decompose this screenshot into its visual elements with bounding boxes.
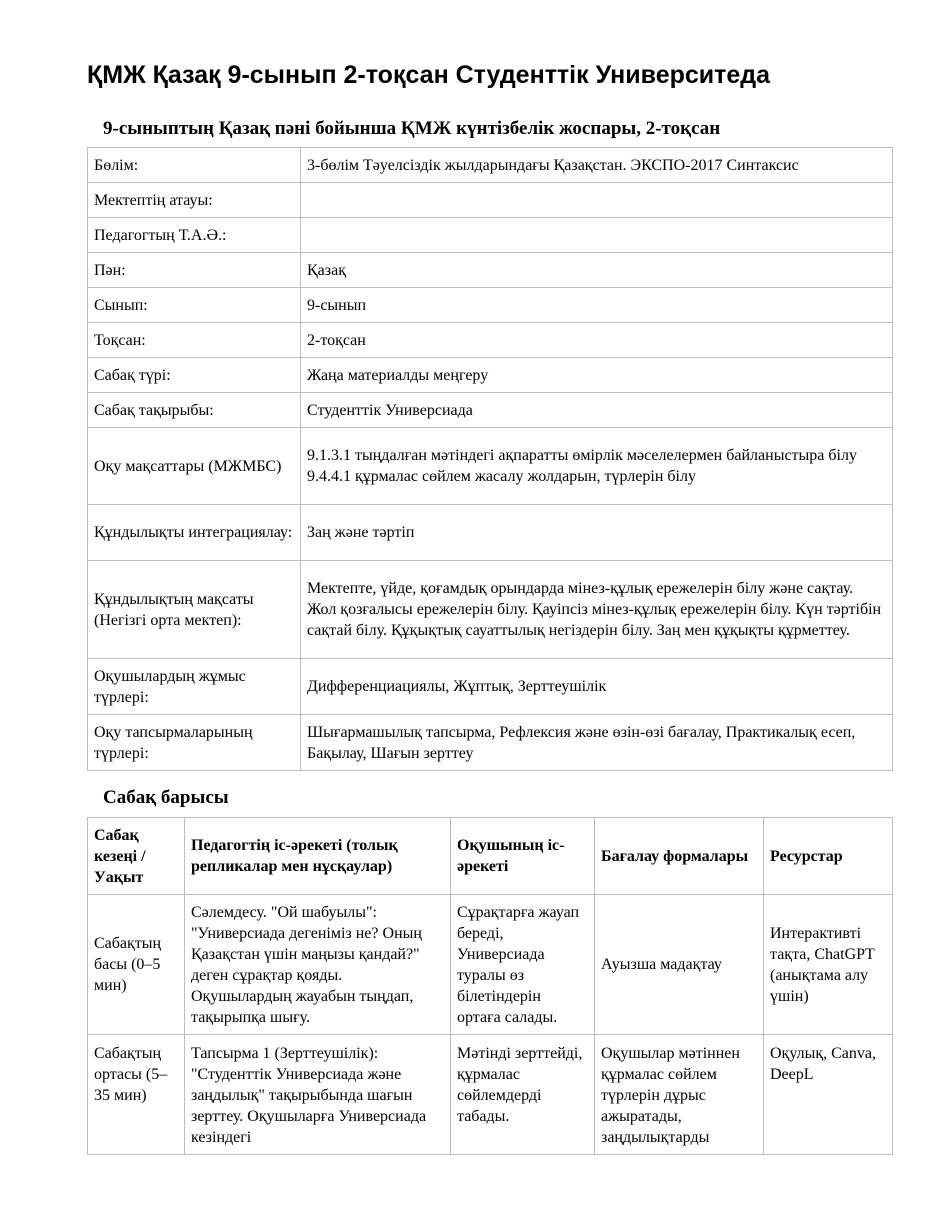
info-value: Студенттік Универсиада — [301, 393, 893, 428]
info-row — [88, 561, 893, 659]
lesson-table — [87, 817, 893, 1155]
lesson-row — [88, 1035, 893, 1155]
info-value: Дифференциациялы, Жұптық, Зерттеушілік — [301, 659, 893, 715]
info-label: Сабақ тақырыбы: — [88, 393, 301, 428]
lesson-teacher: Сәлемдесу. "Ой шабуылы": "Универсиада дегеніміз не? Оның Қазақстан үшін маңызы қандай?" деген сұрақтар қояды. Оқушылардың жауабын тыңдап, тақырыпқа шығу. — [185, 895, 451, 1035]
info-value: 2-тоқсан — [301, 323, 893, 358]
lesson-resources: Интерактивті тақта, ChatGPT (анықтама алу үшін) — [764, 895, 893, 1035]
header-teacher: Педагогтің іс-әрекеті (толық репликалар мен нұсқаулар) — [185, 818, 451, 895]
info-row — [88, 358, 893, 393]
info-label: Пән: — [88, 253, 301, 288]
info-row — [88, 218, 893, 253]
info-value: Заң және тәртіп — [301, 505, 893, 561]
lesson-stage: Сабақтың ортасы (5–35 мин) — [88, 1035, 185, 1155]
header-student: Оқушының іс-әрекеті — [451, 818, 595, 895]
header-assessment: Бағалау формалары — [595, 818, 764, 895]
info-label: Құндылықты интеграциялау: — [88, 505, 301, 561]
info-label: Сабақ түрі: — [88, 358, 301, 393]
info-value: Шығармашылық тапсырма, Рефлексия және өзін-өзі бағалау, Практикалық есеп, Бақылау, Шағын зерттеу — [301, 715, 893, 771]
info-label: Сынып: — [88, 288, 301, 323]
info-label: Тоқсан: — [88, 323, 301, 358]
lesson-title: Сабақ барысы — [103, 787, 229, 808]
lesson-resources: Оқулық, Canva, DeepL — [764, 1035, 893, 1155]
info-label: Оқу тапсырмаларының түрлері: — [88, 715, 301, 771]
info-row — [88, 659, 893, 715]
lesson-teacher: Тапсырма 1 (Зерттеушілік): "Студенттік Универсиада және заңдылық" тақырыбында шағын зерттеу. Оқушыларға Универсиада кезіндегі — [185, 1035, 451, 1155]
info-value: 3-бөлім Тәуелсіздік жылдарындағы Қазақстан. ЭКСПО-2017 Синтаксис — [301, 148, 893, 183]
info-label: Оқушылардың жұмыс түрлері: — [88, 659, 301, 715]
lesson-student: Сұрақтарға жауап береді, Универсиада туралы өз білетіндерін ортаға салады. — [451, 895, 595, 1035]
lesson-header-row — [88, 818, 893, 895]
info-label: Бөлім: — [88, 148, 301, 183]
lesson-row — [88, 895, 893, 1035]
plan-title: 9-сыныптың Қазақ пәні бойынша ҚМЖ күнтізбелік жоспары, 2-тоқсан — [103, 118, 721, 139]
info-row — [88, 183, 893, 218]
info-row — [88, 505, 893, 561]
info-value: Мектепте, үйде, қоғамдық орындарда мінез-құлық ережелерін білу және сақтау. Жол қозғалысы ережелерін білу. Қауіпсіз мінез-құлық ережелерін білу. Күн тәртібін сақтай білу. Құқықтық сауаттылық негіздерін білу. Заң мен құқықты құрметтеу. — [301, 561, 893, 659]
info-value: Қазақ — [301, 253, 893, 288]
info-row — [88, 253, 893, 288]
info-value: 9.1.3.1 тыңдалған мәтіндегі ақпаратты өмірлік мәселелермен байланыстыра білу 9.4.4.1 құрмалас сөйлем жасалу жолдарын, түрлерін білу — [301, 428, 893, 505]
document-title: ҚМЖ Қазақ 9-сынып 2-тоқсан Студенттік Университеда — [87, 61, 771, 89]
info-value: Жаңа материалды меңгеру — [301, 358, 893, 393]
info-value — [301, 218, 893, 253]
info-label: Құндылықтың мақсаты (Негізгі орта мектеп): — [88, 561, 301, 659]
info-row — [88, 148, 893, 183]
info-value — [301, 183, 893, 218]
lesson-assessment: Оқушылар мәтіннен құрмалас сөйлем түрлерін дұрыс ажыратады, заңдылықтарды — [595, 1035, 764, 1155]
info-label: Оқу мақсаттары (МЖМБС) — [88, 428, 301, 505]
info-label: Педагогтың Т.А.Ә.: — [88, 218, 301, 253]
info-row — [88, 715, 893, 771]
info-row — [88, 428, 893, 505]
header-resources: Ресурстар — [764, 818, 893, 895]
lesson-assessment: Ауызша мадақтау — [595, 895, 764, 1035]
lesson-student: Мәтінді зерттейді, құрмалас сөйлемдерді табады. — [451, 1035, 595, 1155]
header-stage: Сабақ кезеңі / Уақыт — [88, 818, 185, 895]
info-row — [88, 323, 893, 358]
info-table — [87, 147, 893, 771]
info-label: Мектептің атауы: — [88, 183, 301, 218]
info-row — [88, 288, 893, 323]
info-value: 9-сынып — [301, 288, 893, 323]
info-row — [88, 393, 893, 428]
lesson-stage: Сабақтың басы (0–5 мин) — [88, 895, 185, 1035]
